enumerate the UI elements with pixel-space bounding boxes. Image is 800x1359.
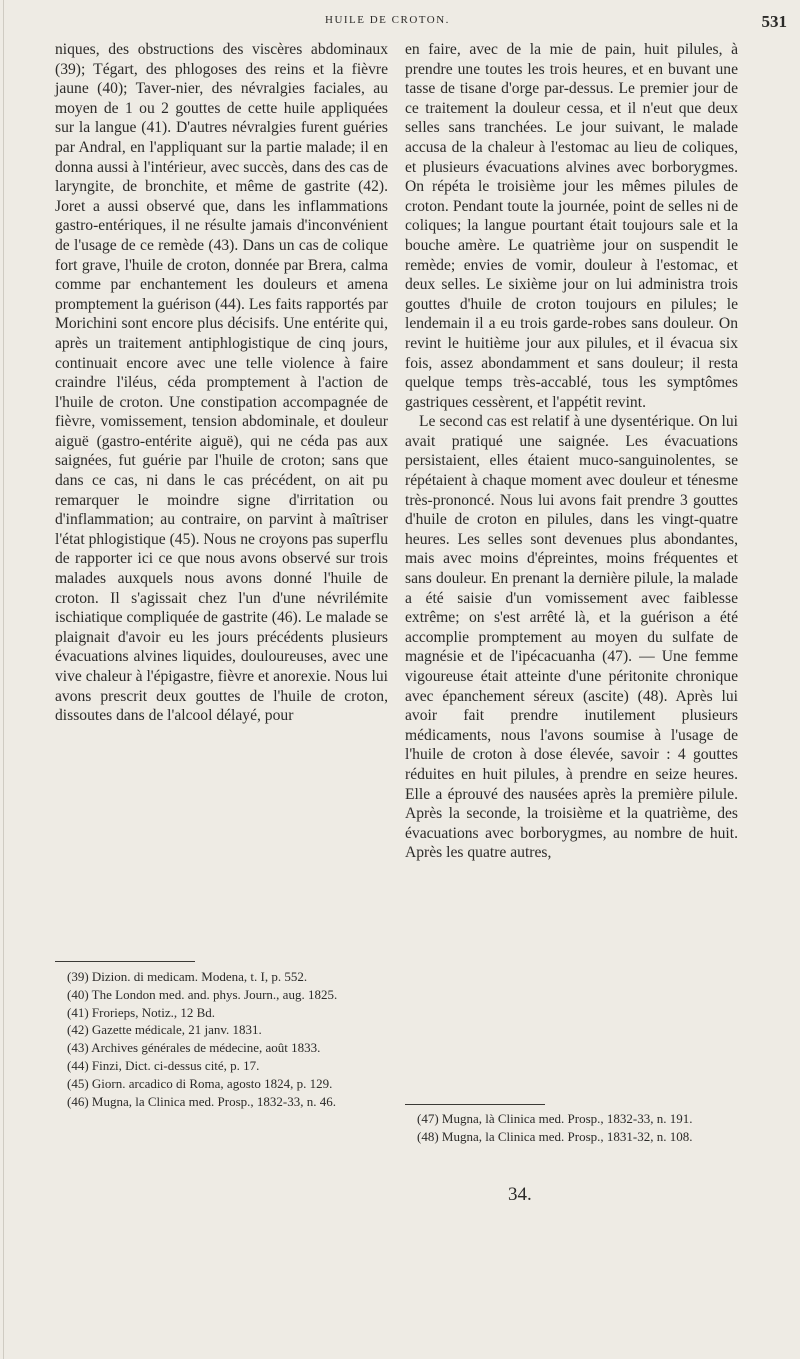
footnote: (39) Dizion. di medicam. Modena, t. I, p. 552.	[67, 969, 308, 984]
page-number: 531	[761, 12, 787, 31]
left-paragraph: niques, des obstructions des viscères abdominaux (39); Tégart, des phlogoses des reins et la fièvre jaune (40); Taver-nier, des névralgies faciales, au moyen de 1 ou 2 gouttes de cette huile appliquées sur la langue (41). D'autres névralgies furent guéries par Andral, en l'appliquant sur la partie malade; il en donna aussi à l'intérieur, avec succès, dans des cas de laryngite, de bronchite, et même de gastrite (42). Joret a aussi observé que, dans les inflammations gastro-entériques, il ne résulte jamais d'inconvénient de l'usage de ce remède (43). Dans un cas de colique fort grave, l'huile de croton, donnée par Brera, calma comme par enchantement les douleurs et amena promptement la guérison (44). Les faits rapportés par Morichini sont encore plus décisifs. Une entérite qui, après un traitement antiphlogistique de cinq jours, continuait encore avec une telle violence à faire craindre l'iléus, céda promptement à l'action de l'huile de croton. Une constipation accompagnée de fièvre, vomissement, tension abdominale, et douleur aiguë (gastro-entérite aiguë), qui ne céda pas aux saignées, fut guérie par l'huile de croton; sans que dans ce cas, ni dans le cas précédent, on ait pu remarquer le moindre signe d'irritation ou d'inflammation; au contraire, on parvint à maîtriser l'état phlogistique (45). Nous ne croyons pas superflu de rapporter ici ce que nous avons observé sur trois malades auxquels nous avons donné l'huile de croton. Il s'agissait chez l'un d'une névrilémite ischiatique compliquée de gastrite (46). Le malade se plaignait d'avoir eu les jours précédents plusieurs évacuations alvines liquides, douloureuses, avec une vive chaleur à l'épigastre, fièvre et anorexie. Nous lui avons prescrit deux gouttes de l'huile de croton, dissoutes dans de l'alcool délayé, pour	[55, 41, 388, 725]
running-title: HUILE DE CROTON.	[325, 14, 450, 26]
footnotes-left	[55, 969, 385, 1111]
page-header	[55, 8, 795, 34]
signature-mark: 34.	[508, 1184, 532, 1205]
footnote: (40) The London med. and. phys. Journ., aug. 1825.	[67, 986, 338, 1002]
right-paragraph: en faire, avec de la mie de pain, huit pilules, à prendre une toutes les trois heures, et en buvant une tasse de tisane d'orge par-dessus. Le premier jour de ce traitement la douleur cessa, et il n'eut que deux selles sans tranchées. Le jour suivant, le malade accusa de la chaleur à l'estomac au lieu de coliques, et plusieurs évacuations alvines avec borborygmes. On répéta le troisième jour les mêmes pilules de croton. Pendant toute la journée, point de selles ni de coliques; la langue pourtant était toujours sale et la bouche amère. Le quatrième jour on suspendit le remède; envies de vomir, douleur à l'estomac, et deux selles. Le sixième jour on lui administra trois gouttes d'huile de croton toujours en pilules; le lendemain il a eu trois garde-robes sans douleur. On revint le huitième jour aux pilules, et il évacua six fois, assez abondamment et sans douleur; il resta quelque temps très-accablé, tous les symptômes gastriques cessèrent, et l'appétit revint.	[405, 41, 738, 411]
footnote: (45) Giorn. arcadico di Roma, agosto 1824, p. 129.	[67, 1075, 333, 1091]
footnote: (47) Mugna, là Clinica med. Prosp., 1832-33, n. 191.	[417, 1111, 693, 1126]
footnote: (44) Finzi, Dict. ci-dessus cité, p. 17.	[67, 1057, 260, 1073]
right-paragraph: Le second cas est relatif à une dysentérique. On lui avait pratiqué une saignée. Les évacuations persistaient, elles étaient muco-sanguinolentes, se répétaient à chaque moment avec douleur et ténesme très-prononcé. Nous lui avons fait prendre 3 gouttes d'huile de croton en pilules, dans les vingt-quatre heures. Les selles sont devenues plus abondantes, mais avec moins d'épreintes, moins fréquentes et sans douleur. En prenant la dernière pilule, la malade a été saisie d'un vomissement avec faiblesse extrême; on s'est arrêté là, et la guérison a été accomplie promptement au moyen du sulfate de magnésie et de l'ipécacuanha (47). — Une femme vigoureuse était atteinte d'une péritonite chronique avec épanchement séreux (ascite) (48). Après lui avoir fait prendre inutilement plusieurs médicaments, nous l'avons soumise à l'usage de l'huile de croton à dose élevée, savoir : 4 gouttes réduites en huit pilules, à prendre en seize heures. Elle a éprouvé des nausées après la première pilule. Après la seconde, la troisième et la quatrième, des évacuations avec borborygmes, au nombre de huit. Après les quatre autres,	[405, 413, 738, 862]
left-column	[55, 40, 388, 726]
footnote-rule-left	[55, 961, 195, 962]
footnote: (46) Mugna, la Clinica med. Prosp., 1832-33, n. 46.	[67, 1093, 336, 1109]
footnote: (41) Frorieps, Notiz., 12 Bd.	[67, 1004, 216, 1020]
footnote: (42) Gazette médicale, 21 janv. 1831.	[67, 1022, 262, 1038]
right-column	[405, 40, 738, 863]
footnotes-right	[405, 1111, 735, 1147]
footnote-rule-right	[405, 1104, 545, 1105]
page-edge	[3, 0, 4, 1359]
footnote: (48) Mugna, la Clinica med. Prosp., 1831-32, n. 108.	[417, 1128, 693, 1144]
footnote: (43) Archives générales de médecine, août 1833.	[67, 1040, 321, 1056]
